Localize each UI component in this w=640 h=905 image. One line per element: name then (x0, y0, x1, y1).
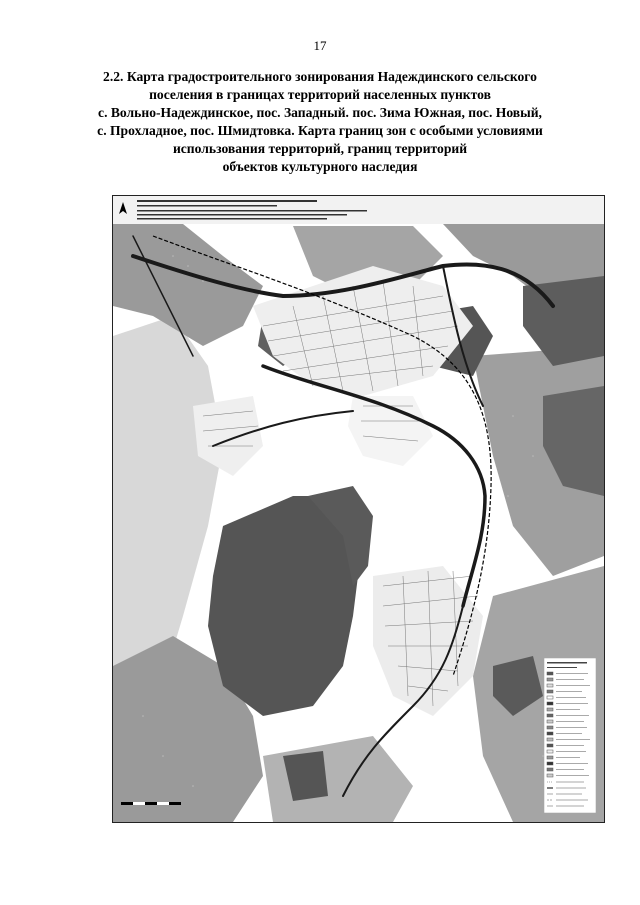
zoning-map (112, 195, 605, 823)
title-line-5: использования территорий, границ территорий (172, 141, 468, 156)
map-legend (544, 658, 596, 813)
scale-bar (121, 802, 181, 805)
page-title (60, 68, 580, 176)
title-line-1: 2.2. Карта градостроительного зонирования Надеждинского сельского (103, 69, 537, 84)
zoning-map-graphic (113, 196, 604, 822)
title-line-3: с. Вольно-Надеждинское, пос. Западный. пос. Зима Южная, пос. Новый, (98, 105, 542, 120)
title-line-2: поселения в границах территорий населенных пунктов (149, 87, 491, 102)
title-line-4: с. Прохладное, пос. Шмидтовка. Карта границ зон с особыми условиями (97, 123, 543, 138)
page-number: 17 (313, 38, 327, 53)
title-line-6: объектов культурного наследия (222, 159, 418, 174)
